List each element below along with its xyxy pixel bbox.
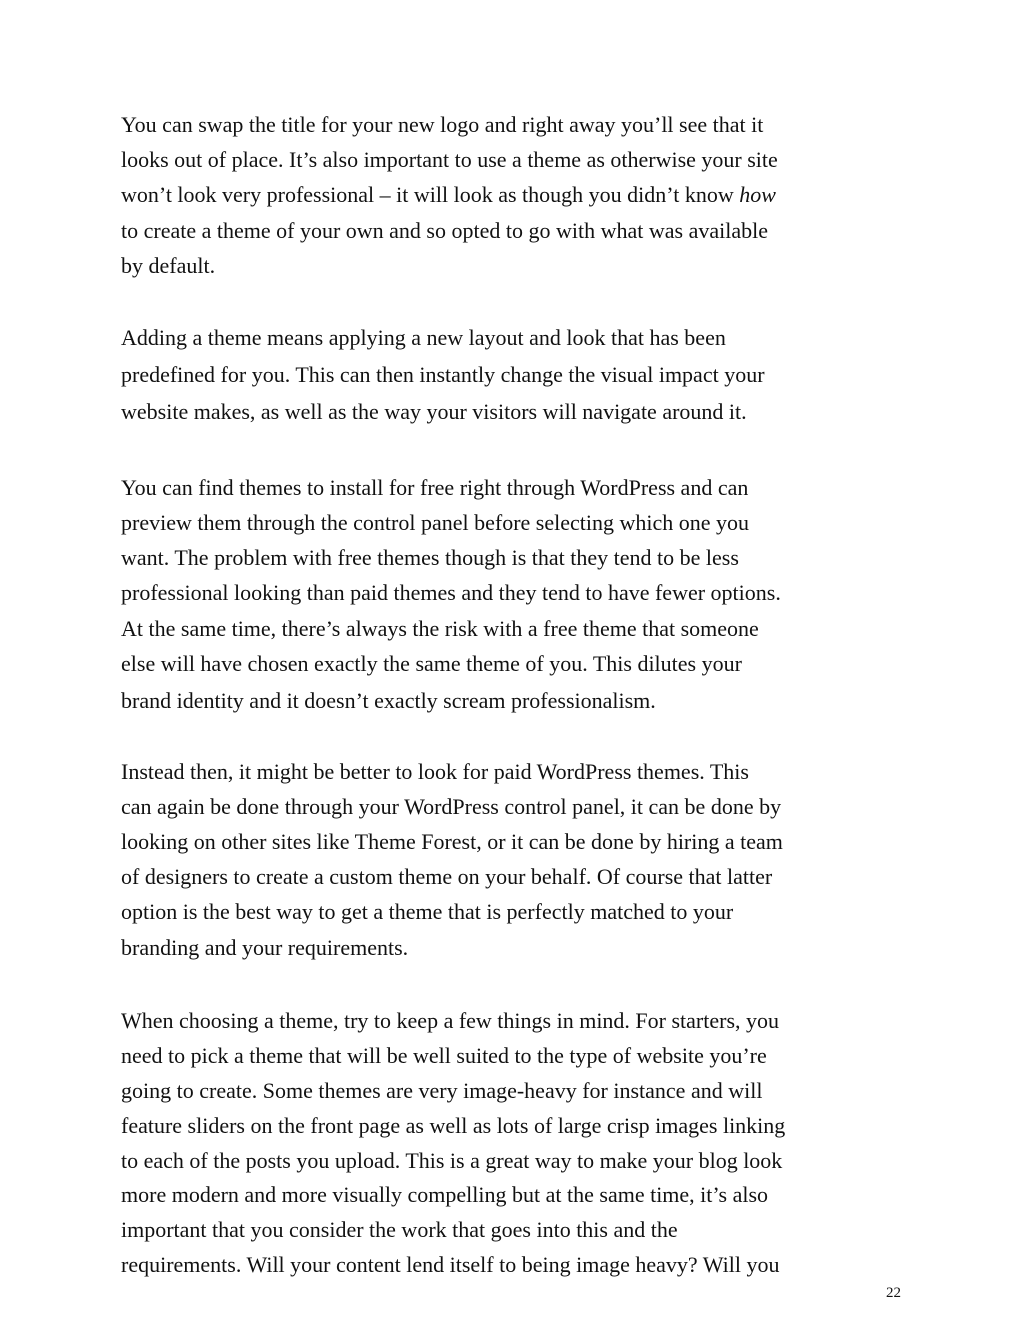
paragraph-line: Adding a theme means applying a new layout and look that has been [121, 325, 726, 350]
paragraph-line-text: won’t look very professional – it will look as though you didn’t know [121, 182, 740, 207]
paragraph-line: feature sliders on the front page as well as lots of large crisp images linking [121, 1113, 786, 1138]
paragraph-line: branding and your requirements. [121, 935, 409, 960]
paragraph-line: You can swap the title for your new logo and right away you’ll see that it [121, 112, 764, 137]
paragraph-line: preview them through the control panel before selecting which one you [121, 510, 750, 535]
paragraph-line: by default. [121, 253, 216, 278]
paragraph-line: option is the best way to get a theme that is perfectly matched to your [121, 899, 734, 924]
paragraph-line: to create a theme of your own and so opted to go with what was available [121, 218, 768, 243]
paragraph-line: can again be done through your WordPress control panel, it can be done by [121, 794, 782, 819]
paragraph-line: looks out of place. It’s also important to use a theme as otherwise your site [121, 147, 778, 172]
paragraph-line: brand identity and it doesn’t exactly scream professionalism. [121, 688, 656, 713]
paragraph-line: want. The problem with free themes though is that they tend to be less [121, 545, 739, 570]
paragraph-line: of designers to create a custom theme on your behalf. Of course that latter [121, 864, 773, 889]
paragraph-line: else will have chosen exactly the same theme of you. This dilutes your [121, 651, 742, 676]
paragraph-line: looking on other sites like Theme Forest, or it can be done by hiring a team [121, 829, 783, 854]
page-number: 22 [886, 1285, 901, 1301]
paragraph-line: website makes, as well as the way your visitors will navigate around it. [121, 399, 747, 424]
paragraph-line: need to pick a theme that will be well suited to the type of website you’re [121, 1043, 767, 1068]
paragraph-line: Instead then, it might be better to look for paid WordPress themes. This [121, 759, 749, 784]
paragraph-line: to each of the posts you upload. This is a great way to make your blog look [121, 1148, 783, 1173]
paragraph-line: When choosing a theme, try to keep a few things in mind. For starters, you [121, 1008, 780, 1033]
paragraph-line: important that you consider the work that goes into this and the [121, 1217, 678, 1242]
paragraph-line: going to create. Some themes are very image-heavy for instance and will [121, 1078, 763, 1103]
paragraph-line: At the same time, there’s always the risk with a free theme that someone [121, 616, 759, 641]
paragraph-line: You can find themes to install for free right through WordPress and can [121, 475, 749, 500]
paragraph-line [121, 184, 776, 206]
paragraph-line: requirements. Will your content lend itself to being image heavy? Will you [121, 1252, 780, 1277]
emphasized-word: how [739, 182, 776, 207]
paragraph-line: more modern and more visually compelling but at the same time, it’s also [121, 1182, 769, 1207]
paragraph-line: predefined for you. This can then instantly change the visual impact your [121, 362, 765, 387]
paragraph-line: professional looking than paid themes and they tend to have fewer options. [121, 580, 781, 605]
